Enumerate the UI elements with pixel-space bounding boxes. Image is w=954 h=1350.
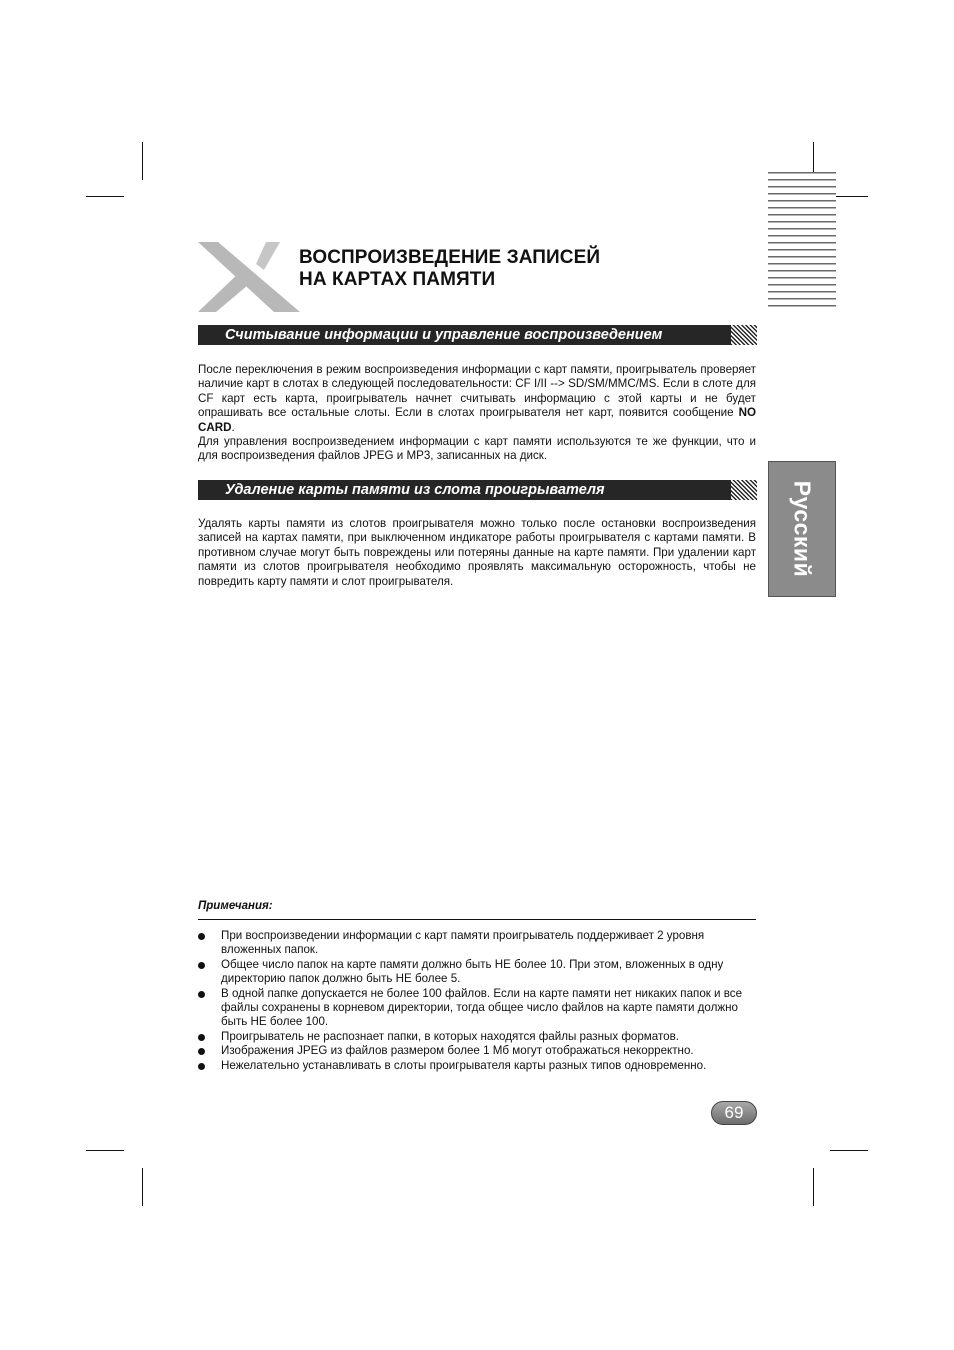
crop-mark-bottom-right-h bbox=[830, 1150, 868, 1151]
bullet-icon bbox=[198, 1063, 205, 1070]
section-reading-paragraph-2: Для управления воспроизведением информации с карт памяти используются те же функции, что и для воспроизведения файлов JPEG и MP3, записанных на диск. bbox=[198, 435, 756, 463]
notes-list bbox=[198, 929, 756, 1073]
section-reading-paragraph-1: После переключения в режим воспроизведения информации с карт памяти, проигрыватель проверяет наличие карт в слотах в следующей последовательности: CF I/II --> SD/SM/MMC/MS. Если в слоте для CF карт есть карта, проигрыватель начнет считывать информацию с этой карты и не будет опрашивать все остальные слоты. Если в слотах проигрывателя нет карт, появится сообщение NO CARD. bbox=[198, 363, 756, 434]
bullet-icon bbox=[198, 991, 205, 998]
section-header-reading-text: Считывание информации и управление воспроизведением bbox=[225, 327, 663, 343]
x-logo-icon bbox=[196, 240, 302, 314]
crop-mark-bottom-left-v bbox=[142, 1168, 143, 1206]
list-item: При воспроизведении информации с карт памяти проигрыватель поддерживает 2 уровня вложенных папок. bbox=[198, 929, 756, 958]
language-tab-label: Русский bbox=[789, 480, 816, 578]
list-item: Общее число папок на карте памяти должно быть НЕ более 10. При этом, вложенных в одну директорию папок должно быть НЕ более 5. bbox=[198, 958, 756, 987]
language-tab bbox=[768, 461, 836, 597]
crop-mark-bottom-left-h bbox=[86, 1150, 124, 1151]
page-title-line-1: ВОСПРОИЗВЕДЕНИЕ ЗАПИСЕЙ bbox=[299, 247, 601, 268]
page-number: 69 bbox=[711, 1101, 757, 1125]
section-header-removal-text: Удаление карты памяти из слота проигрывателя bbox=[225, 482, 605, 498]
section-removal-body bbox=[198, 517, 756, 589]
section-header-hatch bbox=[731, 480, 757, 500]
list-item: Проигрыватель не распознает папки, в которых находятся файлы разных форматов. bbox=[198, 1030, 756, 1044]
decorative-stripes bbox=[768, 172, 836, 312]
section-header-hatch bbox=[731, 325, 757, 345]
bullet-icon bbox=[198, 1048, 205, 1055]
list-item: В одной папке допускается не более 100 файлов. Если на карте памяти нет никаких папок и все файлы сохранены в корневом директории, тогда общее число файлов на карте памяти должно быть НЕ более 100. bbox=[198, 987, 756, 1030]
bullet-icon bbox=[198, 1034, 205, 1041]
list-item: Изображения JPEG из файлов размером более 1 Мб могут отображаться некорректно. bbox=[198, 1044, 756, 1058]
section-removal-paragraph: Удалять карты памяти из слотов проигрывателя можно только после остановки воспроизведения записей на картах памяти, при выключенном индикаторе работы проигрывателя с картами памяти. В противном случае могут быть повреждены или потеряны данные на карте памяти. При удалении карт памяти из слотов проигрывателя необходимо проявлять максимальную осторожность, чтобы не повредить карту памяти и слот проигрывателя. bbox=[198, 517, 756, 588]
crop-mark-top-left-v bbox=[142, 142, 143, 180]
list-item: Нежелательно устанавливать в слоты проигрывателя карты разных типов одновременно. bbox=[198, 1059, 756, 1073]
no-card-message: NO CARD bbox=[198, 406, 756, 434]
section-reading-body bbox=[198, 363, 756, 464]
notes-title: Примечания: bbox=[198, 900, 273, 912]
crop-mark-top-left-h bbox=[86, 196, 124, 197]
bullet-icon bbox=[198, 962, 205, 969]
section-header-removal bbox=[198, 480, 757, 500]
crop-mark-bottom-right-v bbox=[813, 1168, 814, 1206]
bullet-icon bbox=[198, 933, 205, 940]
section-header-reading bbox=[198, 325, 757, 345]
page-title bbox=[299, 247, 719, 291]
notes-divider bbox=[198, 919, 756, 920]
page-title-line-2: НА КАРТАХ ПАМЯТИ bbox=[299, 269, 496, 290]
